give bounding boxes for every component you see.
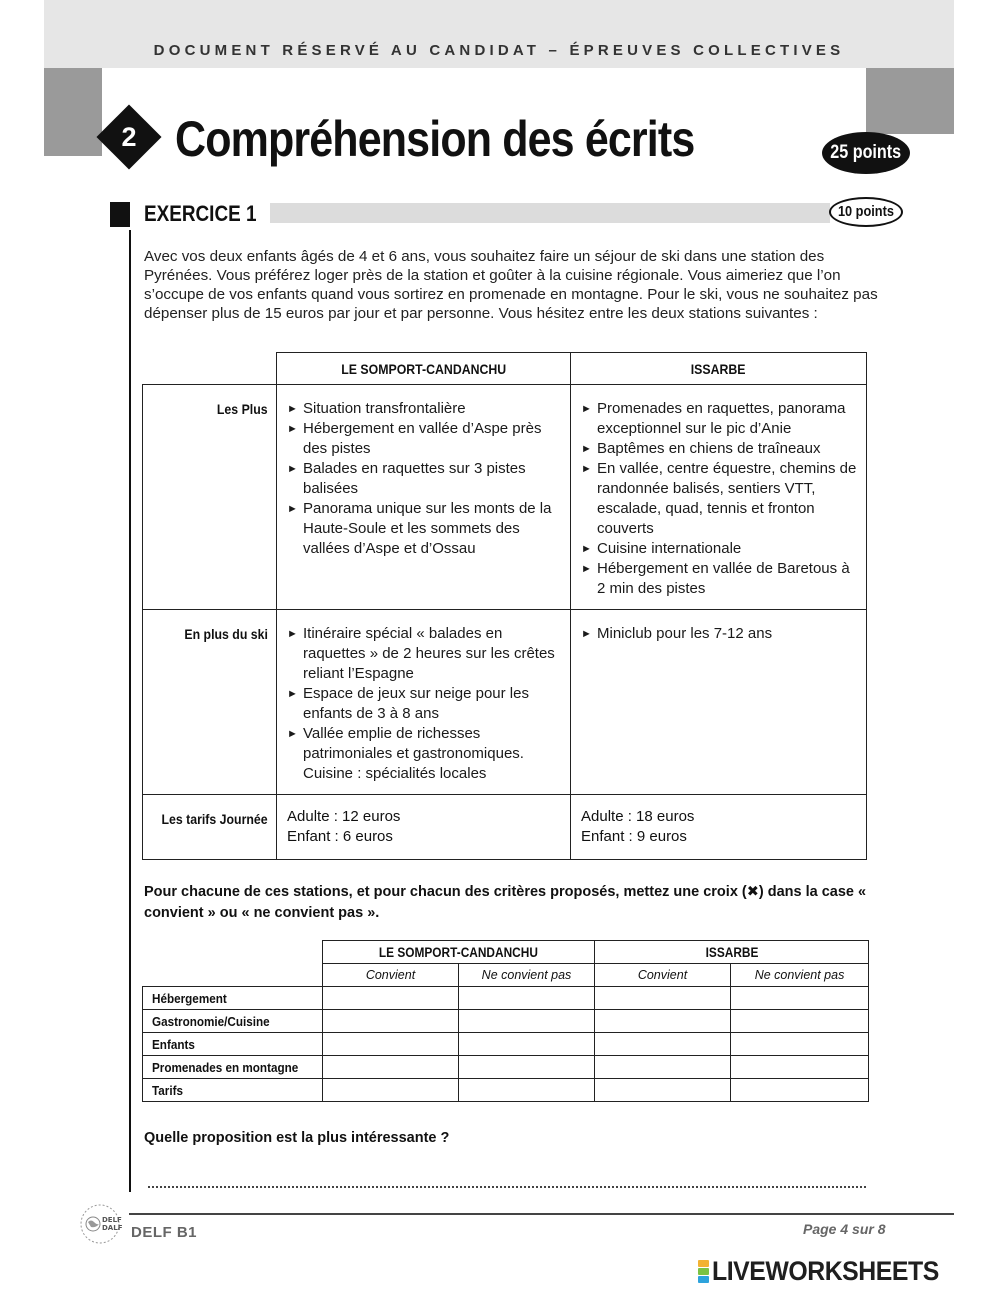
exercise-intro: Avec vos deux enfants âgés de 4 et 6 ans, vous souhaitez faire un séjour de ski dans une station des Pyrénées. Vous préférez loger près de la station et goûter à la cuisine régionale. Vous aimeriez que l’on s’occupe de vos enfants quand vous sortirez en promenade en montagne. Pour le ski, vous ne souhaitez pas dépenser plus de 15 euros par jour et par personne. Vous hésitez entre les deux stations suivantes : — [144, 248, 878, 322]
answer-group-header: LE SOMPORT-CANDANCHU — [323, 941, 595, 964]
price-line: Enfant : 6 euros — [287, 828, 393, 845]
answer-box[interactable] — [459, 1033, 595, 1056]
answer-box[interactable] — [459, 1010, 595, 1033]
criterion-label: Tarifs — [143, 1079, 323, 1102]
section-points-badge: 25 points — [822, 132, 910, 174]
list-item: ► Cuisine internationale — [581, 539, 860, 559]
answer-box[interactable] — [731, 1010, 869, 1033]
list-item: ► Vallée emplie de richesses patrimoniales et gastronomiques. Cuisine : spécialités locales — [287, 724, 564, 784]
stations-table — [142, 352, 867, 860]
list-item: ► Panorama unique sur les monts de la Haute-Soule et les sommets des vallées d’Aspe et d’Ossau — [287, 499, 564, 559]
list-item: ► Situation transfrontalière — [287, 399, 564, 419]
list-item: ► Itinéraire spécial « balades en raquettes » de 2 heures sur les crêtes reliant l’Espagne — [287, 624, 564, 684]
section-number: 2 — [121, 122, 137, 152]
table-row — [143, 1079, 869, 1102]
criterion-label: Hébergement — [143, 987, 323, 1010]
liveworksheets-watermark — [698, 1256, 959, 1286]
answer-box[interactable] — [459, 987, 595, 1010]
answer-box[interactable] — [323, 1079, 459, 1102]
answer-box[interactable] — [731, 1079, 869, 1102]
answer-box[interactable] — [595, 1079, 731, 1102]
liveworksheets-text: LIVEWORKSHEETS — [712, 1255, 939, 1286]
answer-sub-header: Convient — [595, 964, 731, 987]
answer-box[interactable] — [731, 987, 869, 1010]
answer-box[interactable] — [595, 987, 731, 1010]
list-item: ► Espace de jeux sur neige pour les enfants de 3 à 8 ans — [287, 684, 564, 724]
answer-table — [142, 940, 869, 1102]
svg-text:DELF: DELF — [102, 1216, 122, 1224]
list-item: ► Hébergement en vallée d’Aspe près des pistes — [287, 419, 564, 459]
answer-box[interactable] — [323, 1056, 459, 1079]
table-row — [143, 1010, 869, 1033]
list-item: ► En vallée, centre équestre, chemins de randonnée balisés, sentiers VTT, escalade, quad, tennis et fronton couverts — [581, 459, 860, 539]
criterion-label: Enfants — [143, 1033, 323, 1056]
answer-box[interactable] — [731, 1056, 869, 1079]
stations-cell — [277, 610, 571, 795]
stations-cell — [571, 610, 867, 795]
answer-sub-header: Ne convient pas — [731, 964, 869, 987]
answer-box[interactable] — [731, 1033, 869, 1056]
stations-row-header: En plus du ski — [143, 610, 277, 795]
answer-sub-header: Convient — [323, 964, 459, 987]
stations-col-header: LE SOMPORT-CANDANCHU — [277, 353, 571, 385]
answer-box[interactable] — [595, 1010, 731, 1033]
list-item: ► Hébergement en vallée de Baretous à 2 min des pistes — [581, 559, 860, 599]
price-line: Enfant : 9 euros — [581, 828, 687, 845]
table-row — [143, 1056, 869, 1079]
header-banner-text: DOCUMENT RÉSERVÉ AU CANDIDAT – ÉPREUVES COLLECTIVES — [153, 42, 845, 59]
answer-sub-header: Ne convient pas — [459, 964, 595, 987]
instructions: Pour chacune de ces stations, et pour chacun des critères proposés, mettez une croix (✖) dans la case « convient » ou « ne convient pas ». — [144, 884, 867, 921]
price-line: Adulte : 18 euros — [581, 808, 695, 825]
answer-group-header: ISSARBE — [595, 941, 869, 964]
exercise-marker — [110, 202, 130, 227]
header-decor-right — [866, 68, 954, 134]
list-item: ► Miniclub pour les 7-12 ans — [581, 624, 860, 644]
stations-cell — [571, 385, 867, 610]
price-line: Adulte : 12 euros — [287, 808, 401, 825]
answer-box[interactable] — [323, 1033, 459, 1056]
stations-cell — [277, 385, 571, 610]
answer-box[interactable] — [459, 1079, 595, 1102]
header-banner — [44, 0, 954, 68]
footer-exam: DELF B1 — [131, 1224, 198, 1241]
list-item: ► Balades en raquettes sur 3 pistes balisées — [287, 459, 564, 499]
stations-row-header: Les Plus — [143, 385, 277, 610]
stations-cell — [571, 795, 867, 860]
exercise-points-badge: 10 points — [829, 197, 903, 227]
page-title: Compréhension des écrits — [175, 111, 695, 167]
delf-dalf-logo-icon — [76, 1200, 124, 1248]
liveworksheets-logo-icon — [698, 1260, 709, 1283]
exercise-title-bar — [270, 203, 830, 223]
table-row — [143, 1033, 869, 1056]
answer-box[interactable] — [595, 1033, 731, 1056]
left-margin-rule — [129, 230, 131, 1192]
question-text: Quelle proposition est la plus intéressante ? — [144, 1130, 450, 1146]
list-item: ► Promenades en raquettes, panorama exceptionnel sur le pic d’Anie — [581, 399, 860, 439]
answer-input[interactable] — [148, 1170, 866, 1188]
criterion-label: Gastronomie/Cuisine — [143, 1010, 323, 1033]
answer-box[interactable] — [323, 1010, 459, 1033]
svg-text:DALF: DALF — [102, 1224, 123, 1232]
table-row — [143, 987, 869, 1010]
list-item: ► Baptêmes en chiens de traîneaux — [581, 439, 860, 459]
answer-box[interactable] — [323, 987, 459, 1010]
criterion-label: Promenades en montagne — [143, 1056, 323, 1079]
answer-box[interactable] — [459, 1056, 595, 1079]
stations-row-header: Les tarifs Journée — [143, 795, 277, 860]
stations-col-header: ISSARBE — [571, 353, 867, 385]
footer-rule — [129, 1213, 954, 1215]
page-number: Page 4 sur 8 — [803, 1221, 886, 1237]
header-decor-left — [44, 68, 102, 156]
exercise-title: EXERCICE 1 — [144, 201, 257, 226]
stations-cell — [277, 795, 571, 860]
answer-box[interactable] — [595, 1056, 731, 1079]
